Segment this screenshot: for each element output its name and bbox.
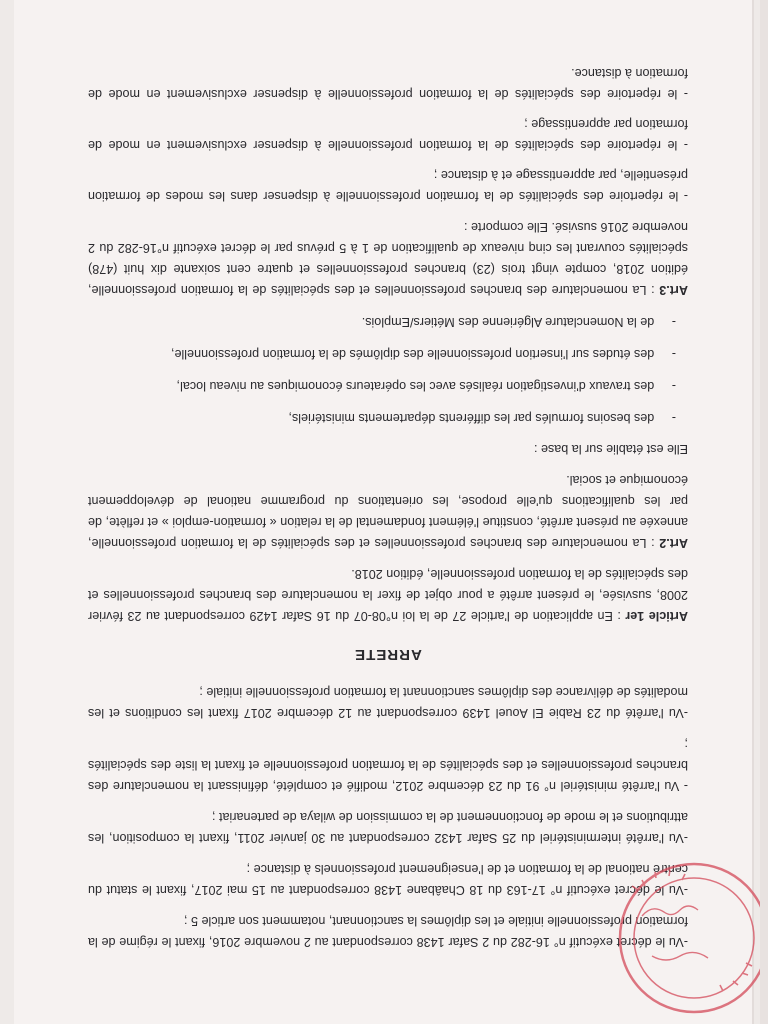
stamp-rings xyxy=(620,864,768,1012)
vu-paragraph-4: - Vu l'arrêté ministériel n° 91 du 23 décembre 2012, modifié et complété, définissant la nomenclature des branches professionnelles et des spécialités de la formation professionnelle et fixant la liste des spécialités ; xyxy=(88,737,688,793)
article-2-item-2-text: des travaux d'investigation réalisés avec les opérateurs économiques au niveau local, xyxy=(176,379,655,393)
article-3-item-3: - le répertoire des spécialités de la formation professionnelle à dispenser exclusivement en mode de formation à distance. xyxy=(88,66,688,101)
article-3-label: Art.3 xyxy=(659,283,688,297)
article-3-text: : La nomenclature des branches professionnelles et des spécialités de la formation professionnelle, édition 2018, compte vingt trois (23) branches professionnelles et quatre cent soixante dix huit (478) spécialités couvrant les cinq niveaux de qualification de 1 à 5 prévus par le décret exécutif n°16-282 du 2 novembre 2016 susvisé. Elle comporte : xyxy=(88,220,688,297)
article-2-text: : La nomenclature des branches professionnelles et des spécialités de la formation professionnelle, annexée au présent arrêté, constitue l'élément fondamental de la relation « formation-emploi » et reflète, de par les qualifications qu'elle propose, les orientations du programme national de développement économique et social. xyxy=(88,473,688,550)
article-2-item-1-text: des besoins formulés par les différents départements ministériels, xyxy=(288,411,655,425)
stamp-emblem-lower xyxy=(652,952,708,960)
official-stamp-icon xyxy=(602,846,768,1016)
article-2-item-4-text: de la Nomenclature Algérienne des Métiers/Emplois. xyxy=(361,315,655,329)
stamp-outer-ring xyxy=(620,864,768,1012)
article-1-text: : En application de l'article 27 de la loi n°08-07 du 16 Safar 1429 correspondant au 23 février 2008, susvisée, le présent arrêté a pour objet de fixer la nomenclature des branches professionnelles et des spécialités de la formation professionnelle, édition 2018. xyxy=(88,567,688,623)
article-3-item-2: - le répertoire des spécialités de la formation professionnelle à dispenser exclusivement en mode de formation par apprentissage ; xyxy=(88,117,688,152)
article-3 xyxy=(88,216,688,300)
text-body xyxy=(88,53,688,952)
vu-paragraph-5: -Vu l'arrêté du 23 Rabie El Aouel 1439 correspondant au 12 décembre 2017 fixant les conditions et les modalités de délivrance des diplômes sanctionnant la formation professionnelle initiale ; xyxy=(88,685,688,720)
stamp-emblem xyxy=(642,906,698,916)
article-2-item-2: - des travaux d'investigation réalisés avec les opérateurs économiques au niveau local, xyxy=(176,379,676,393)
article-2-base: Elle est établie sur la base : xyxy=(533,442,688,456)
article-1 xyxy=(88,563,688,626)
document-page xyxy=(14,0,754,1024)
article-2-item-1: - des besoins formulés par les différents départements ministériels, xyxy=(288,411,676,425)
vu-paragraph-3: -Vu l'arrêté interministériel du 25 Safar 1432 correspondant au 30 janvier 2011, fixant la composition, les attributions et le mode de fonctionnement de la commission de wilaya de partenariat ; xyxy=(88,810,688,845)
arrete-title: ARRETE xyxy=(354,646,422,663)
article-3-item-1: - le répertoire des spécialités de la formation professionnelle à dispenser dans les modes de formation présentielle, par apprentissage et à distance ; xyxy=(88,168,688,203)
page-edge xyxy=(760,0,768,1024)
vu-paragraph-1: -Vu le décret exécutif n° 16-282 du 2 Safar 1438 correspondant au 2 novembre 2016, fixant le régime de la formation professionnelle initiale et les diplômes la sanctionnant, notamment son article 5 ; xyxy=(88,914,688,949)
stamp-inner-ring xyxy=(634,878,754,998)
article-2-item-3: - des études sur l'insertion professionnelle des diplômés de la formation professionnelle, xyxy=(170,347,676,361)
article-2-item-3-text: des études sur l'insertion professionnelle des diplômés de la formation professionnelle, xyxy=(170,347,655,361)
article-2 xyxy=(88,469,688,553)
article-1-label: Article 1er xyxy=(625,609,688,623)
article-2-label: Art.2 xyxy=(659,536,688,550)
article-2-item-4: - de la Nomenclature Algérienne des Métiers/Emplois. xyxy=(361,315,676,329)
vu-paragraph-2: -Vu le décret exécutif n° 17-163 du 18 Chaâbane 1438 correspondant au 15 mai 2017, fixant le statut du centre national de la formation et de l'enseignement professionnels à distance ; xyxy=(88,862,688,897)
